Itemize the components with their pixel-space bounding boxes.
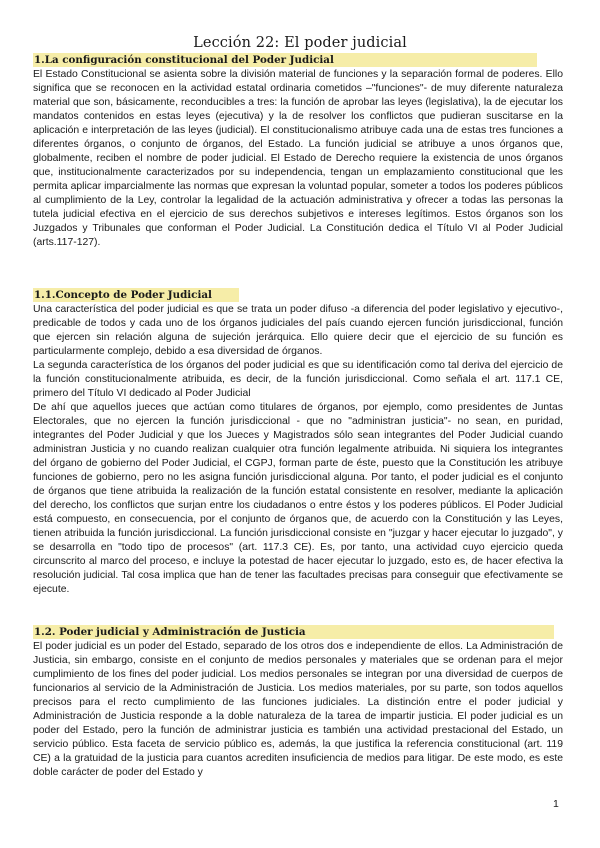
- section-heading-configuracion: 1.La configuración constitucional del Poder Judicial: [33, 53, 537, 67]
- page-number: 1: [553, 798, 559, 810]
- section-paragraph: Una característica del poder judicial es que se trata un poder difuso -a diferencia del poder legislativo y ejecutivo-, predicable de todos y cada uno de los órganos judiciales del país cuando ejercen función jurisdiccional, función que ejercen sin relación alguna de sujeción jerárquica. Ello quiere decir que el ejercicio de su función es particularmente complejo, debido a esa diversidad de órganos.: [33, 304, 563, 357]
- section-heading-concepto: 1.1.Concepto de Poder Judicial: [33, 288, 239, 302]
- section-paragraph: De ahí que aquellos jueces que actúan como titulares de órganos, por ejemplo, como presidentes de Juntas Electorales, que no ejercen la función jurisdiccional - que no "administran justicia"- no sean, en puridad, integrantes del Poder Judicial y que los Jueces y Magistrados sólo sean integrantes del Poder Judicial cuando administran Justicia y no cuando realizan cualquier otra función legalmente atribuida. Ni siquiera los integrantes del órgano de gobierno del Poder Judicial, el CGPJ, forman parte de éste, puesto que la Constitución les atribuye funciones de gobierno, pero no les asigna función jurisdiccional alguna. Por tanto, el poder judicial es el conjunto de órganos que tiene atribuida la realización de la función estatal consistente en resolver, mediante la aplicación del derecho, los conflictos que surjan entre los ciudadanos o entre éstos y los poderes públicos. El Poder Judicial está compuesto, en consecuencia, por el conjunto de órganos que, de acuerdo con la Constitución y las Leyes, tienen atribuida la función jurisdiccional. La función jurisdiccional consiste en "juzgar y hacer ejecutar lo juzgado", y se desarrolla en "todo tipo de procesos" (art. 117.3 CE). Es, por tanto, una actividad cuyo ejercicio queda circunscrito al marco del proceso, e incluye la potestad de hacer ejecutar lo juzgado, esto es, de hacer efectiva la resolución judicial. Tal cosa implica que han de tener las facultades precisas para conseguir que efectivamente se ejecute.: [33, 402, 563, 595]
- section-paragraph: La segunda característica de los órganos del poder judicial es que su identificación como tal deriva del ejercicio de la función constitucionalmente atribuida, es decir, de la función jurisdiccional. Como señala el art. 117.1 CE, primero del Título VI dedicado al Poder Judicial: [33, 360, 563, 399]
- section-paragraph: El poder judicial es un poder del Estado, separado de los otros dos e independiente de ellos. La Administración de Justicia, sin embargo, consiste en el conjunto de medios personales y materiales que se ordenan para el mejor cumplimiento de los fines del poder judicial. Los medios personales se integran por una diversidad de cuerpos de funcionarios al servicio de la Administración de Justicia. Los medios materiales, por su parte, son todos aquellos precisos para el recto cumplimiento de las funciones judiciales. La distinción entre el poder judicial y Administración de Justicia responde a la doble naturaleza de la tarea de impartir justicia. El poder judicial es un poder del Estado, pero la función de administrar justicia es también una actividad prestacional del Estado, un servicio público. Esta faceta de servicio público es, además, la que justifica la referencia constitucional (art. 119 CE) a la gratuidad de la justicia para cuantos acrediten insuficiencia de medios para litigar. De este modo, es este doble carácter de poder del Estado y: [33, 641, 563, 778]
- document-title: Lección 22: El poder judicial: [193, 35, 407, 51]
- section-paragraph: El Estado Constitucional se asienta sobre la división material de funciones y la separación formal de poderes. Ello significa que se reconocen en la actividad estatal ordinaria cometidos –"funciones"- de muy diferente naturaleza material que son, básicamente, reconducibles a tres: la función de aprobar las leyes (legislativa), la de ejecutar los mandatos contenidos en estas leyes (ejecutiva) y la de resolver los conflictos que pudieran suscitarse en la aplicación e interpretación de las leyes (judicial). El constitucionalismo atribuye cada una de estas tres funciones a diferentes órganos, o conjunto de órganos, del Estado. La función judicial se atribuye a unos órganos que, globalmente, reciben el nombre de poder judicial. El Estado de Derecho requiere la existencia de unos órganos que, institucionalmente caracterizados por su independencia, tengan un emplazamiento constitucional que les permita aplicar imparcialmente las normas que expresan la voluntad popular, someter a todos los poderes públicos al cumplimiento de la Ley, controlar la legalidad de la actuación administrativa y ofrecer a todas las personas la tutela judicial efectiva en el ejercicio de sus derechos subjetivos e intereses legítimos. Estos órganos son los Juzgados y Tribunales que conforman el Poder Judicial. La Constitución dedica el Título VI al Poder Judicial (arts.117-127).: [33, 69, 563, 248]
- section-heading-administracion: 1.2. Poder judicial y Administración de Justicia: [33, 625, 554, 639]
